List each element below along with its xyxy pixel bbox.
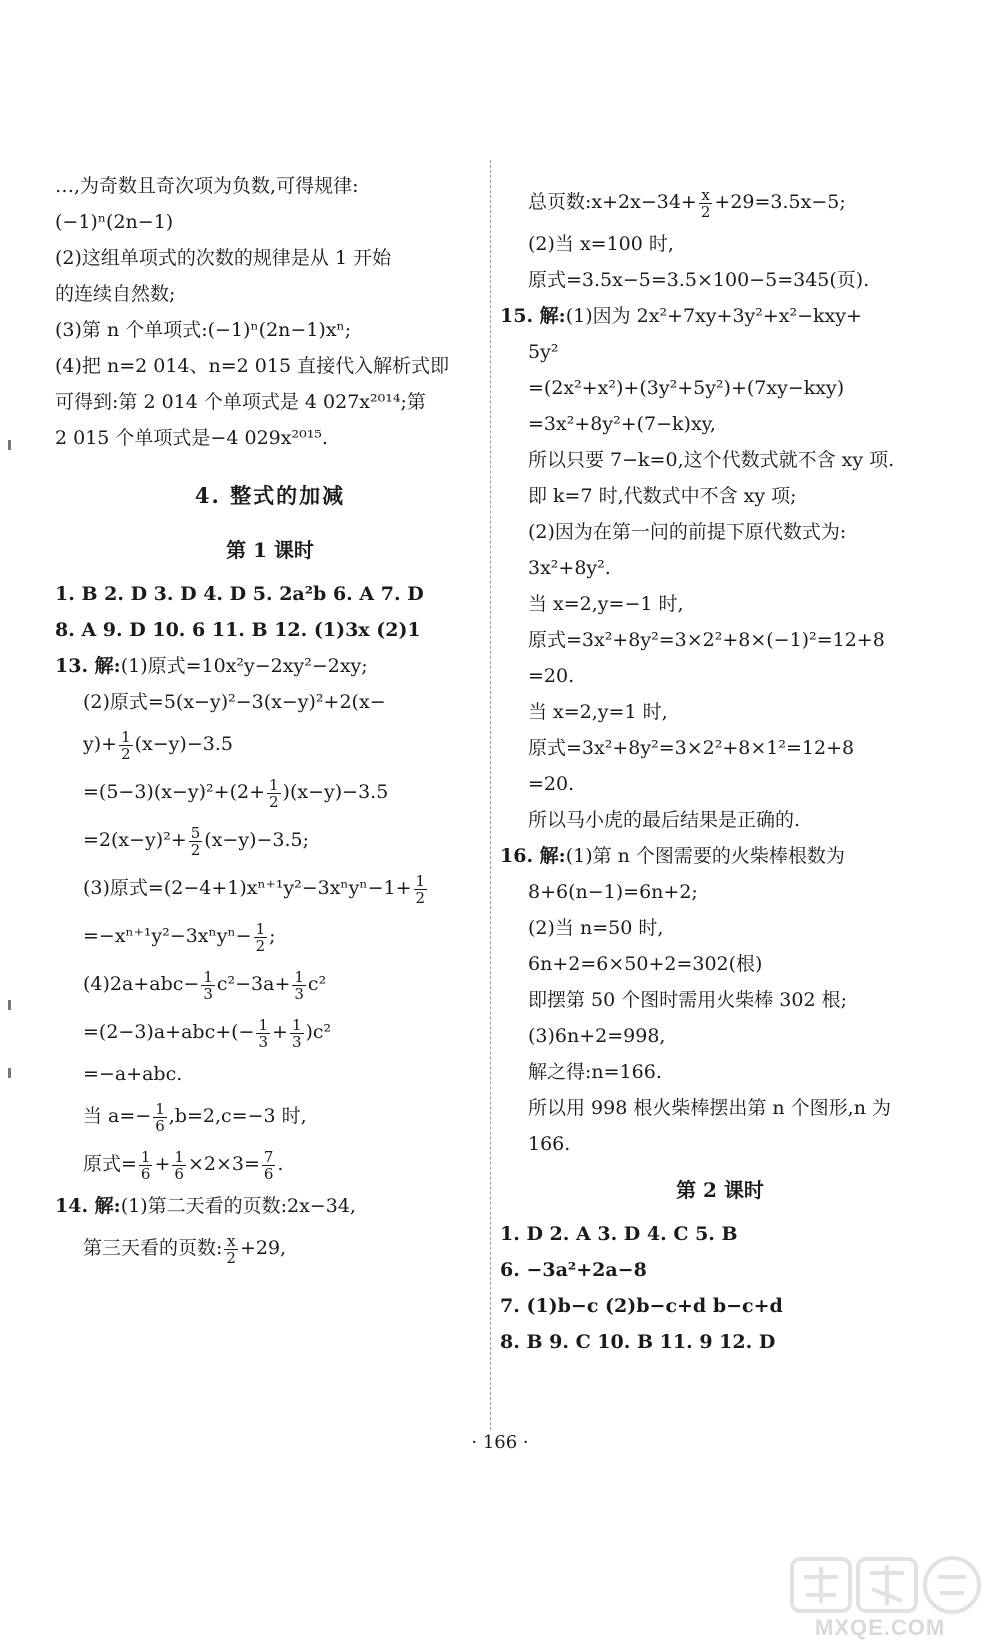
text-line: 当 x=2,y=1 时, xyxy=(528,701,668,723)
question-number: 15. 解: xyxy=(500,305,566,327)
text-line: 所以只要 7−k=0,这个代数式就不含 xy 项. xyxy=(528,449,895,471)
text-line: (2)因为在第一问的前提下原代数式为: xyxy=(528,521,847,543)
text-line: 原式=3x²+8y²=3×2²+8×(−1)²=12+8 xyxy=(528,629,885,651)
question-number: 14. 解: xyxy=(55,1195,121,1217)
text-line: (2)当 x=100 时, xyxy=(528,233,674,255)
text-fragment: ,b=2,c=−3 时, xyxy=(168,1105,307,1127)
fraction: $\frac{1}{3}$ xyxy=(291,1015,302,1051)
scan-mark xyxy=(8,1068,11,1078)
text-fragment: 总页数:x+2x−34+ xyxy=(528,191,697,213)
left-column xyxy=(55,168,485,1272)
text-line: 即 k=7 时,代数式中不含 xy 项; xyxy=(528,485,797,507)
lesson-title: 第 1 课时 xyxy=(226,538,314,562)
text-line: 8+6(n−1)=6n+2; xyxy=(528,881,698,903)
answer-line: 6. −3a²+2a−8 xyxy=(500,1259,647,1281)
text-line: =20. xyxy=(528,773,575,795)
text-line: …,为奇数且奇次项为负数,可得规律: xyxy=(55,175,359,197)
text-fragment: . xyxy=(277,1153,284,1175)
text-line: 166. xyxy=(528,1133,571,1155)
text-fragment: )c² xyxy=(305,1021,332,1043)
text-fragment: (x−y)−3.5 xyxy=(134,733,233,755)
text-line: 所以用 998 根火柴棒摆出第 n 个图形,n 为 xyxy=(528,1097,891,1119)
text-fragment: =(5−3)(x−y)²+(2+ xyxy=(83,781,265,803)
column-divider xyxy=(490,160,491,1430)
scan-mark xyxy=(8,440,11,450)
text-line: (4)把 n=2 014、n=2 015 直接代入解析式即 xyxy=(55,355,450,377)
text-fragment: + xyxy=(154,1153,171,1175)
fraction: $\frac{x}{2}$ xyxy=(226,1231,236,1267)
text-line: 所以马小虎的最后结果是正确的. xyxy=(528,809,801,831)
text-line: 即摆第 50 个图时需用火柴棒 302 根; xyxy=(528,989,848,1011)
text-fragment: c² xyxy=(307,973,327,995)
text-fragment: (4)2a+abc− xyxy=(83,973,200,995)
text-fragment: =2(x−y)²+ xyxy=(83,829,187,851)
text-line: (1)原式=10x²y−2xy²−2xy; xyxy=(120,655,368,677)
lesson-title: 第 2 课时 xyxy=(676,1178,764,1202)
text-fragment: =(2−3)a+abc+(− xyxy=(83,1021,255,1043)
text-line: (3)第 n 个单项式:(−1)ⁿ(2n−1)xⁿ; xyxy=(55,319,352,341)
text-line: (2)原式=5(x−y)²−3(x−y)²+2(x− xyxy=(83,691,386,713)
text-line: =20. xyxy=(528,665,575,687)
text-fragment: + xyxy=(272,1021,288,1043)
fraction: $\frac{1}{2}$ xyxy=(121,727,131,763)
fraction: $\frac{1}{6}$ xyxy=(140,1147,151,1183)
answer-line: 7. (1)b−c (2)b−c+d b−c+d xyxy=(500,1295,783,1317)
text-fragment: y)+ xyxy=(83,733,118,755)
text-fragment: 当 a=− xyxy=(83,1105,152,1127)
text-line: 解之得:n=166. xyxy=(528,1061,662,1083)
fraction: $\frac{1}{2}$ xyxy=(255,919,266,955)
text-line: (2)这组单项式的次数的规律是从 1 开始 xyxy=(55,247,392,269)
text-fragment: (3)原式=(2−4+1)xⁿ⁺¹y²−3xⁿyⁿ−1+ xyxy=(83,877,412,899)
text-line: =−a+abc. xyxy=(83,1063,183,1085)
text-line: 原式=3x²+8y²=3×2²+8×1²=12+8 xyxy=(528,737,855,759)
fraction: $\frac{1}{6}$ xyxy=(174,1147,184,1183)
text-fragment: (x−y)−3.5; xyxy=(204,829,310,851)
right-column xyxy=(500,178,940,1360)
text-line: 的连续自然数; xyxy=(55,283,176,305)
section-title: 4. 整式的加减 xyxy=(194,483,346,508)
text-line: 5y² xyxy=(528,341,559,363)
text-line: (2)当 n=50 时, xyxy=(528,917,664,939)
fraction: $\frac{1}{2}$ xyxy=(415,871,426,907)
text-line: (−1)ⁿ(2n−1) xyxy=(55,211,174,233)
fraction: $\frac{5}{2}$ xyxy=(190,823,201,859)
text-fragment: =−xⁿ⁺¹y²−3xⁿyⁿ− xyxy=(83,925,252,947)
answer-line: 1. D 2. A 3. D 4. C 5. B xyxy=(500,1223,738,1245)
text-line: (1)因为 2x²+7xy+3y²+x²−kxy+ xyxy=(565,305,862,327)
text-line: 2 015 个单项式是−4 029x²⁰¹⁵. xyxy=(55,427,328,449)
text-line: =3x²+8y²+(7−k)xy, xyxy=(528,413,716,435)
text-fragment: 第三天看的页数: xyxy=(83,1237,223,1259)
question-number: 16. 解: xyxy=(500,845,566,867)
text-fragment: ×2×3= xyxy=(187,1153,260,1175)
text-line: =(2x²+x²)+(3y²+5y²)+(7xy−kxy) xyxy=(528,377,845,399)
answer-line: 8. A 9. D 10. 6 11. B 12. (1)3x (2)1 xyxy=(55,619,421,641)
question-number: 13. 解: xyxy=(55,655,121,677)
text-fragment: 原式= xyxy=(83,1153,137,1175)
fraction: $\frac{1}{3}$ xyxy=(258,1015,269,1051)
page-number: · 166 · xyxy=(471,1432,529,1453)
text-line: 可得到:第 2 014 个单项式是 4 027x²⁰¹⁴;第 xyxy=(55,391,426,413)
text-line: (3)6n+2=998, xyxy=(528,1025,666,1047)
fraction: $\frac{1}{2}$ xyxy=(269,775,279,811)
text-line: (1)第 n 个图需要的火柴棒根数为 xyxy=(565,845,845,867)
scan-mark xyxy=(8,1000,11,1010)
fraction: $\frac{1}{3}$ xyxy=(203,967,213,1003)
text-line: 原式=3.5x−5=3.5×100−5=345(页). xyxy=(528,269,870,291)
text-fragment: c²−3a+ xyxy=(216,973,291,995)
text-fragment: +29, xyxy=(239,1237,287,1259)
text-line: 当 x=2,y=−1 时, xyxy=(528,593,684,615)
text-fragment: ; xyxy=(269,925,276,947)
text-line: 3x²+8y². xyxy=(528,557,611,579)
fraction: $\frac{7}{6}$ xyxy=(263,1147,274,1183)
text-line: 6n+2=6×50+2=302(根) xyxy=(528,953,763,975)
answer-line: 8. B 9. C 10. B 11. 9 12. D xyxy=(500,1331,776,1353)
text-fragment: )(x−y)−3.5 xyxy=(282,781,389,803)
text-fragment: +29=3.5x−5; xyxy=(714,191,846,213)
fraction: $\frac{1}{3}$ xyxy=(294,967,304,1003)
fraction: $\frac{1}{6}$ xyxy=(155,1099,165,1135)
answer-line: 1. B 2. D 3. D 4. D 5. 2a²b 6. A 7. D xyxy=(55,583,424,605)
fraction: $\frac{x}{2}$ xyxy=(700,185,711,221)
watermark-url: MXQE.COM xyxy=(815,1615,946,1640)
text-line: (1)第二天看的页数:2x−34, xyxy=(120,1195,356,1217)
